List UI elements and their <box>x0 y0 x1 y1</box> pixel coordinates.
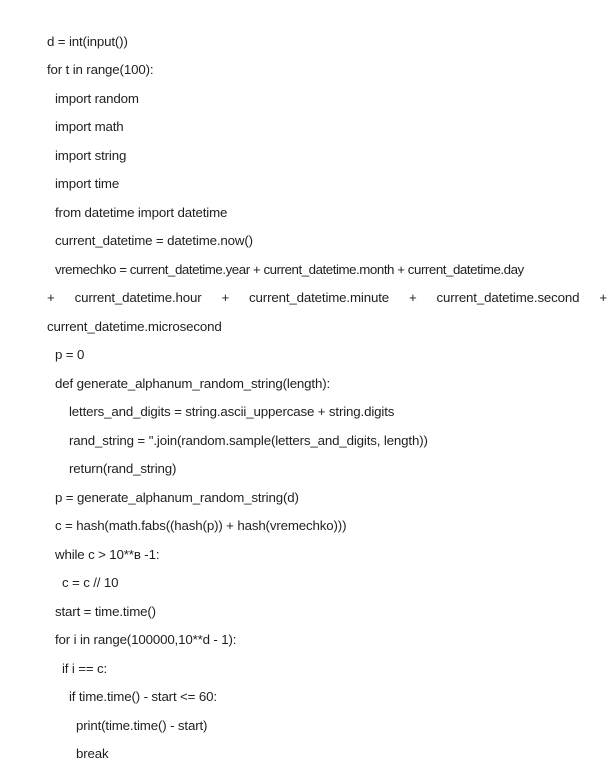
code-line: current_datetime = datetime.now() <box>55 233 253 248</box>
code-line: vremechko = current_datetime.year + current_datetime.month + current_datetime.day <box>55 262 524 277</box>
code-line: import math <box>55 119 124 134</box>
code-line: while c > 10**в -1: <box>55 547 160 562</box>
code-line: if time.time() - start <= 60: <box>69 689 217 704</box>
code-line: break <box>76 746 109 761</box>
code-line: def generate_alphanum_random_string(length): <box>55 376 331 391</box>
code-line: c = c // 10 <box>62 575 119 590</box>
code-line: import string <box>55 148 127 163</box>
justified-word: current_datetime.hour <box>74 290 202 305</box>
justified-word: + <box>47 290 55 305</box>
code-line: if i == c: <box>62 661 108 676</box>
justified-word: current_datetime.minute <box>249 290 389 305</box>
code-line: from datetime import datetime <box>55 205 228 220</box>
code-line: d = int(input()) <box>47 34 128 49</box>
code-line: p = 0 <box>55 347 85 362</box>
code-line-justified <box>47 289 607 307</box>
code-line: rand_string = ''.join(random.sample(letters_and_digits, length)) <box>69 433 428 448</box>
code-line: current_datetime.microsecond <box>47 319 222 334</box>
code-line: c = hash(math.fabs((hash(p)) + hash(vremechko))) <box>55 518 347 533</box>
code-line: for t in range(100): <box>47 62 154 77</box>
code-line: print(time.time() - start) <box>76 718 208 733</box>
justified-word: + <box>408 290 417 305</box>
code-line: p = generate_alphanum_random_string(d) <box>55 490 299 505</box>
code-line: letters_and_digits = string.ascii_uppercase + string.digits <box>69 404 395 419</box>
code-line: for i in range(100000,10**d - 1): <box>55 632 237 647</box>
justified-word: current_datetime.second <box>436 290 580 305</box>
code-line: import random <box>55 91 139 106</box>
code-line: start = time.time() <box>55 604 156 619</box>
justified-word: + <box>599 290 607 305</box>
code-line: return(rand_string) <box>69 461 177 476</box>
code-line: import time <box>55 176 120 191</box>
justified-word: + <box>221 290 230 305</box>
